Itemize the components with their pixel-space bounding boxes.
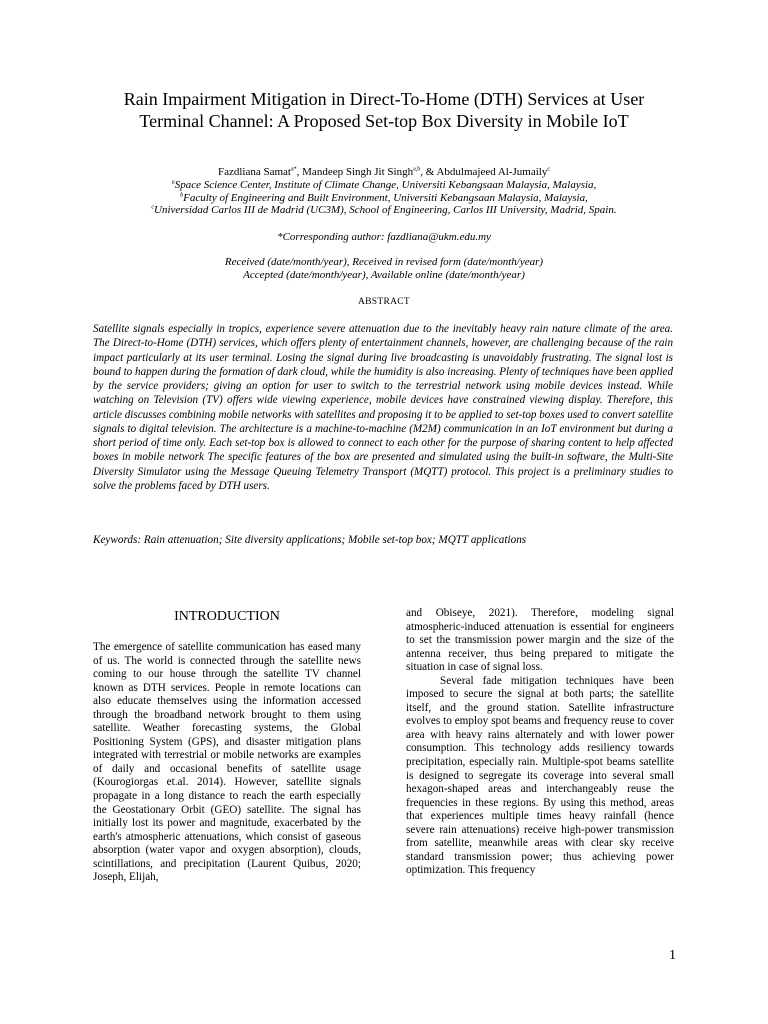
body-paragraph: and Obiseye, 2021). Therefore, modeling signal atmospheric-induced attenuation is essential for engineers to set the transmission power margin and the size of the antenna receiver, thus being prepared to mitigate the situation in case of signal loss. [406,607,674,674]
section-heading-introduction: INTRODUCTION [174,609,280,624]
author-separator: , & [420,166,437,178]
body-paragraph: Several fade mitigation techniques have been imposed to secure the signal at both parts; the satellite itself, and the ground station. Satellite infrastructure evolves to employ spot beams and frequency reuse to cover area with heavy rains alternately and with lower power consumption. This technology adds resiliency towards precipitation, especially rain. Multiple-spot beams satellite is designed to segregate its coverage into several small hexagon-shaped areas and interchangeably reuse the frequencies in these regions. By using this method, areas that experiences multiple times heavy rainfall (hence severe rain attenuations) receive high-power transmission from satellite, meanwhile areas with clear sky receive standard transmission power; thus achieving power optimization. This frequency [406,674,674,877]
affiliations [90,179,678,217]
corresponding-author: *Corresponding author: fazdliana@ukm.edu.my [277,231,491,243]
affiliation-text: Space Science Center, Institute of Climate Change, Universiti Kebangsaan Malaysia, Malaysia, [174,179,597,191]
publication-dates [90,256,678,282]
body-column-left [93,641,361,885]
author-affiliation-mark: c [547,166,551,173]
affiliation-line [90,204,678,217]
body-paragraph: The emergence of satellite communication has eased many of us. The world is connected through the satellite news coming to our house through the satellite TV channel known as DTH services. People in remote locations can also educate themselves using the information accessed through the broadband network brought to them using satellite. Weather forecasting systems, the Global Positioning System (GPS), and disaster mitigation plans integrated with terrestrial or mobile networks are examples of daily and occasional benefits of satellite usage (Kourogiorgas et.al. 2014). However, satellite signals propagate in a long distance to reach the earth especially the Geostationary Orbit (GEO) satellite. The signal has initially lost its power and magnitude, exacerbated by the earth's atmospheric attenuations, which consist of gaseous absorption (water vapor and oxygen absorption), clouds, scintillations, and precipitation (Laurent Quibus, 2020; Joseph, Elijah, [93,641,361,884]
affiliation-mark: a [171,179,175,186]
affiliation-line [90,179,678,192]
abstract-text: Satellite signals especially in tropics, experience severe attenuation due to the inevitably heavy rain nature climate of the area. The Direct-to-Home (DTH) services, which offers plenty of entertainment channels, however, are challenging because of the rain impact particularly at its user terminal. Losing the signal during live broadcasting is unavoidably frustrating. The signal lost is bound to happen during the formation of dark cloud, while the humidity is also increasing. Plenty of techniques have been applied by the service providers; giving an option for user to switch to the terrestrial network using mobile devices instead. While watching on Television (TV) offers wide viewing experience, mobile devices have constrained viewing display. Therefore, this article discusses combining mobile networks with satellites and proposing it to be applied to set-top boxes used to convert satellite signals to digital television. The architecture is a machine-to-machine (M2M) communication in an IoT environment but during a short period of time only. Each set-top box is allowed to connect to each other for the purpose of sharing content to help affected boxes in mobile network The specific features of the box are presented and simulated using the built-in software, the Multi-Site Diversity Simulator using the Message Queuing Telemetry Transport (MQTT) protocol. This project is a preliminary studies to solve the problems faced by DTH users. [93,323,673,492]
title-line-2: Terminal Channel: A Proposed Set-top Box Diversity in Mobile IoT [139,111,629,131]
author-affiliation-mark: a,b [413,166,421,173]
affiliation-mark: b [180,192,184,199]
author-separator: , [296,166,303,178]
paper-title [90,88,678,132]
keywords: Keywords: Rain attenuation; Site diversity applications; Mobile set-top box; MQTT applications [93,534,527,546]
author-affiliation-mark: a* [290,166,297,173]
dates-line-1: Received (date/month/year), Received in revised form (date/month/year) [224,256,544,268]
affiliation-line [90,192,678,205]
author-name: Abdulmajeed Al-Jumaily [436,166,548,178]
author-name: Fazdliana Samat [217,166,291,178]
author-name: Mandeep Singh Jit Singh [302,166,414,178]
affiliation-text: Faculty of Engineering and Built Environment, Universiti Kebangsaan Malaysia, Malaysia, [183,191,588,204]
dates-line-2: Accepted (date/month/year), Available online (date/month/year) [243,269,525,281]
body-column-right [406,607,674,878]
page-number: 1 [669,948,676,963]
title-line-1: Rain Impairment Mitigation in Direct-To-Home (DTH) Services at User [123,89,645,109]
affiliation-text: Universidad Carlos III de Madrid (UC3M), School of Engineering, Carlos III University, Madrid, Spain. [154,204,617,217]
author-list [90,166,678,179]
abstract-heading: ABSTRACT [357,297,411,307]
affiliation-mark: c [151,204,155,211]
